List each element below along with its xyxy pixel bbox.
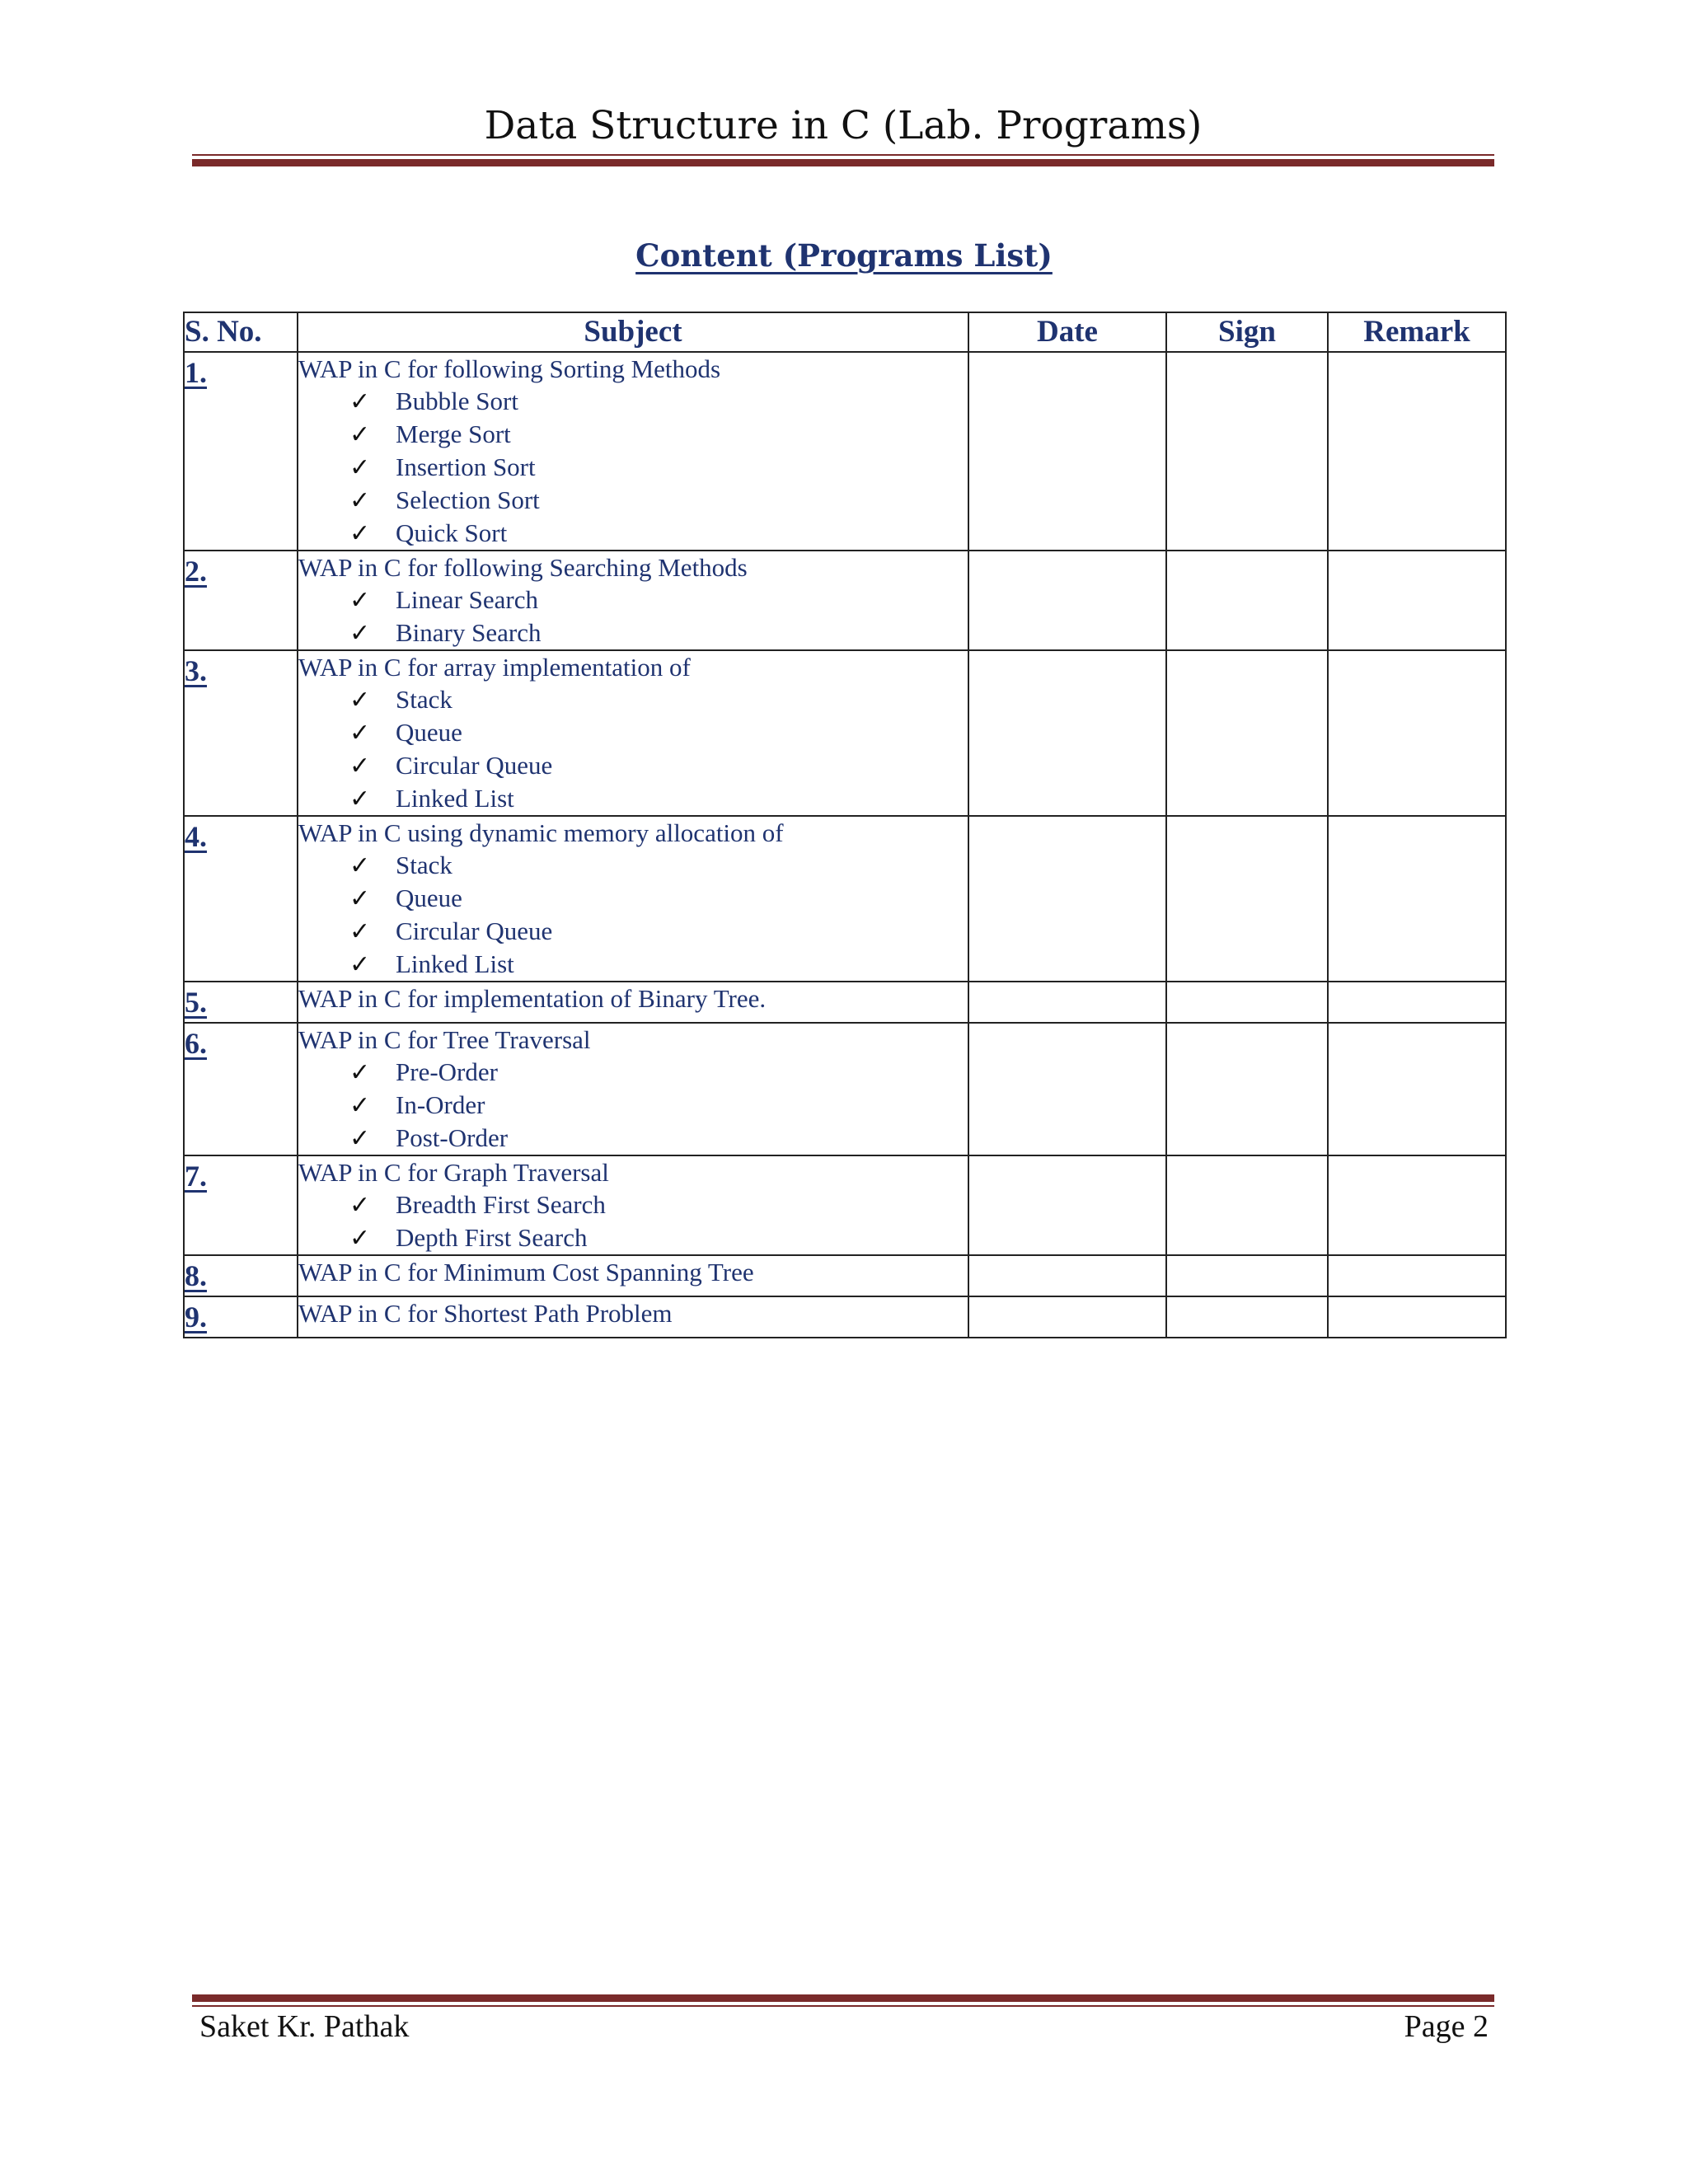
subject-list-item-label: Depth First Search — [396, 1223, 588, 1252]
serial-number: 6. — [184, 1023, 298, 1155]
subject-list-item — [298, 849, 968, 882]
sign-cell — [1166, 352, 1328, 551]
subject-list-item-label: Stack — [396, 851, 452, 879]
subject-list-item — [298, 915, 968, 948]
serial-number: 8. — [184, 1255, 298, 1296]
remark-cell — [1328, 1255, 1506, 1296]
checkmark-icon: ✓ — [349, 686, 371, 715]
subject-text: WAP in C for implementation of Binary Tree. — [298, 984, 767, 1013]
subject-text: WAP in C for Graph Traversal — [298, 1158, 609, 1187]
date-cell — [968, 352, 1166, 551]
subject-list-item — [298, 1221, 968, 1254]
sign-cell — [1166, 1296, 1328, 1338]
program-rows — [184, 352, 1506, 1338]
subject-list-item-label: Queue — [396, 883, 462, 912]
subject-list-item-label: Linked List — [396, 784, 514, 813]
checkmark-icon: ✓ — [349, 1124, 371, 1153]
date-cell — [968, 1155, 1166, 1255]
checkmark-icon: ✓ — [349, 586, 371, 615]
sign-cell — [1166, 816, 1328, 982]
table-row — [184, 816, 1506, 982]
date-cell — [968, 982, 1166, 1023]
checkmark-icon: ✓ — [349, 917, 371, 946]
date-cell — [968, 1255, 1166, 1296]
column-header-sign: Sign — [1166, 312, 1328, 352]
column-header-remark: Remark — [1328, 312, 1506, 352]
sign-cell — [1166, 1255, 1328, 1296]
subject-list-item-label: Stack — [396, 685, 452, 714]
checkmark-icon: ✓ — [349, 486, 371, 515]
programs-table — [183, 312, 1507, 1338]
subject-text: WAP in C for array implementation of — [298, 653, 691, 682]
subject-cell — [298, 650, 968, 816]
remark-cell — [1328, 352, 1506, 551]
subject-text: WAP in C for following Sorting Methods — [298, 354, 721, 383]
checkmark-icon: ✓ — [349, 453, 371, 482]
subject-list-item — [298, 782, 968, 815]
subject-list-item — [298, 451, 968, 484]
remark-cell — [1328, 650, 1506, 816]
table-row — [184, 352, 1506, 551]
sign-cell — [1166, 1155, 1328, 1255]
subject-list-item-label: Post-Order — [396, 1123, 509, 1152]
checkmark-icon: ✓ — [349, 752, 371, 780]
table-row — [184, 551, 1506, 650]
subject-list-item — [298, 683, 968, 716]
checkmark-icon: ✓ — [349, 950, 371, 979]
subject-list-item — [298, 882, 968, 915]
subject-list-item-label: Queue — [396, 718, 462, 747]
subject-cell — [298, 816, 968, 982]
serial-number: 7. — [184, 1155, 298, 1255]
date-cell — [968, 551, 1166, 650]
subject-cell — [298, 551, 968, 650]
sign-cell — [1166, 1023, 1328, 1155]
subject-cell — [298, 982, 968, 1023]
subject-list-item-label: Breadth First Search — [396, 1190, 606, 1219]
checkmark-icon: ✓ — [349, 1191, 371, 1220]
sign-cell — [1166, 551, 1328, 650]
remark-cell — [1328, 1296, 1506, 1338]
subject-list-item — [298, 385, 968, 418]
checkmark-icon: ✓ — [349, 387, 371, 416]
subject-list-item — [298, 1089, 968, 1122]
date-cell — [968, 650, 1166, 816]
table-row — [184, 650, 1506, 816]
subject-text: WAP in C for following Searching Methods — [298, 553, 748, 582]
column-header-subject: Subject — [298, 312, 968, 352]
checkmark-icon: ✓ — [349, 884, 371, 913]
subject-list-item — [298, 1188, 968, 1221]
subject-list-item-label: Insertion Sort — [396, 452, 536, 481]
checkmark-icon: ✓ — [349, 1058, 371, 1087]
table-row — [184, 1023, 1506, 1155]
checkmark-icon: ✓ — [349, 619, 371, 648]
subject-list-item-label: Linear Search — [396, 585, 538, 614]
subject-list-item — [298, 716, 968, 749]
serial-number: 2. — [184, 551, 298, 650]
subject-cell — [298, 352, 968, 551]
content-title: Content (Programs List) — [635, 237, 1053, 274]
footer-author: Saket Kr. Pathak — [199, 2009, 410, 2044]
header-divider — [192, 154, 1494, 166]
serial-number: 5. — [184, 982, 298, 1023]
subject-list-item-label: Bubble Sort — [396, 387, 518, 415]
serial-number: 1. — [184, 352, 298, 551]
subject-list-item — [298, 583, 968, 616]
subject-text: WAP in C for Minimum Cost Spanning Tree — [298, 1258, 754, 1286]
column-header-sno: S. No. — [184, 312, 298, 352]
checkmark-icon: ✓ — [349, 1224, 371, 1253]
checkmark-icon: ✓ — [349, 519, 371, 548]
serial-number: 3. — [184, 650, 298, 816]
subject-list-item-label: Quick Sort — [396, 518, 508, 547]
subject-text: WAP in C for Shortest Path Problem — [298, 1299, 673, 1328]
checkmark-icon: ✓ — [349, 1091, 371, 1120]
remark-cell — [1328, 1155, 1506, 1255]
date-cell — [968, 816, 1166, 982]
page-header-title: Data Structure in C (Lab. Programs) — [484, 103, 1203, 148]
table-row — [184, 1296, 1506, 1338]
subject-list-item-label: Binary Search — [396, 618, 542, 647]
subject-list-item-label: Selection Sort — [396, 485, 540, 514]
subject-list-item — [298, 749, 968, 782]
subject-list-item-label: Circular Queue — [396, 751, 553, 780]
subject-cell — [298, 1023, 968, 1155]
subject-list-item-label: In-Order — [396, 1090, 485, 1119]
date-cell — [968, 1023, 1166, 1155]
subject-list-item-label: Circular Queue — [396, 916, 553, 945]
subject-list-item — [298, 1122, 968, 1155]
subject-list-item-label: Linked List — [396, 949, 514, 978]
subject-list-item — [298, 616, 968, 649]
remark-cell — [1328, 551, 1506, 650]
subject-list-item — [298, 1056, 968, 1089]
footer-page-number: Page 2 — [1404, 2009, 1489, 2044]
footer-divider — [192, 1994, 1494, 2007]
table-row — [184, 982, 1506, 1023]
subject-cell — [298, 1155, 968, 1255]
subject-list-item-label: Merge Sort — [396, 419, 511, 448]
subject-text: WAP in C for Tree Traversal — [298, 1025, 591, 1054]
subject-cell — [298, 1296, 968, 1338]
table-row — [184, 1155, 1506, 1255]
subject-list-item — [298, 418, 968, 451]
checkmark-icon: ✓ — [349, 420, 371, 449]
subject-list-item — [298, 948, 968, 981]
column-header-date: Date — [968, 312, 1166, 352]
table-row — [184, 1255, 1506, 1296]
subject-list-item-label: Pre-Order — [396, 1057, 498, 1086]
remark-cell — [1328, 816, 1506, 982]
date-cell — [968, 1296, 1166, 1338]
checkmark-icon: ✓ — [349, 719, 371, 748]
checkmark-icon: ✓ — [349, 785, 371, 813]
subject-text: WAP in C using dynamic memory allocation of — [298, 818, 784, 847]
remark-cell — [1328, 982, 1506, 1023]
subject-cell — [298, 1255, 968, 1296]
serial-number: 9. — [184, 1296, 298, 1338]
sign-cell — [1166, 650, 1328, 816]
serial-number: 4. — [184, 816, 298, 982]
table-header-row — [184, 312, 1506, 352]
sign-cell — [1166, 982, 1328, 1023]
remark-cell — [1328, 1023, 1506, 1155]
checkmark-icon: ✓ — [349, 851, 371, 880]
subject-list-item — [298, 484, 968, 517]
subject-list-item — [298, 517, 968, 550]
